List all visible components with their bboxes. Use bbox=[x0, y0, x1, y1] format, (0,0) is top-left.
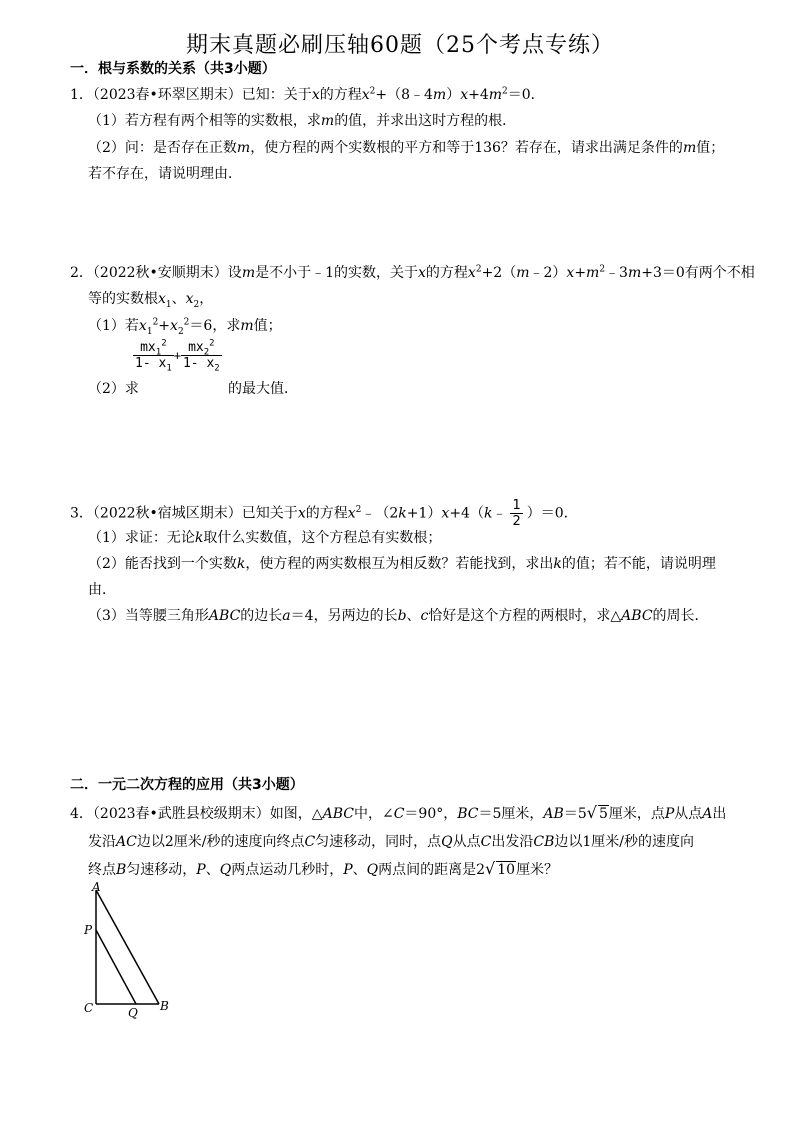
section-heading-2: 二．一元二次方程的应用（共3小题） bbox=[70, 777, 304, 793]
question-1-part-2-cont: 若不存在，请说明理由． bbox=[88, 166, 242, 182]
fraction-2: $\frac{mx_2^2}{1- x_2}$ bbox=[182, 338, 220, 374]
question-3-part-1: （1）求证：无论k取什么实数值，这个方程总有实数根； bbox=[88, 530, 442, 546]
fraction-one-half: $\frac{1}{2}$ bbox=[512, 498, 521, 529]
section-heading-1: 一．根与系数的关系（共3小题） bbox=[70, 61, 276, 77]
sqrt-symbol-2: √ bbox=[485, 859, 496, 878]
question-2-part-2-end: 的最大值． bbox=[228, 381, 298, 397]
segment-PQ bbox=[96, 930, 136, 1004]
question-3-line-1: 3．（2022秋•宿城区期末）已知关于x的方程$x^2﹣(2k+1)x+4(k﹣$ $\frac{1}{2}$ ）＝0． bbox=[70, 498, 578, 529]
label-B: B bbox=[160, 999, 169, 1013]
question-2-line-2: 等的实数根$x_1$、$x_2$， bbox=[88, 291, 214, 310]
label-C: C bbox=[84, 1001, 94, 1015]
question-2-part-1: （1）若$x_1^2+x_2^2=6$，求m值； bbox=[88, 317, 282, 337]
question-3-part-3: （3）当等腰三角形ABC的边长a＝4，另两边的长b、c恰好是这个方程的两根时，求△ABC的周长． bbox=[88, 608, 709, 624]
question-3-part-2: （2）能否找到一个实数k，使方程的两实数根互为相反数？若能找到，求出k的值；若不能，请说明理 bbox=[88, 556, 716, 572]
question-4-line-1: 4．（2023春•武胜县校级期末）如图，△ABC中，∠C＝90°，BC＝5厘米，AB＝5√ 5厘米，点P从点A出 bbox=[70, 803, 727, 822]
question-1-part-2: （2）问：是否存在正数m，使方程的两个实数根的平方和等于136？若存在，请求出满足条件的m值； bbox=[88, 140, 725, 156]
fraction-1: $\frac{mx_1^2}{1- x_1}$ bbox=[135, 338, 172, 374]
question-1-line-1: 1．（2023春•环翠区期末）已知：关于x的方程$x^2+(8﹣4m)x+4m^2=0$． bbox=[70, 86, 545, 103]
question-2-line-1: 2．（2022秋•安顺期末）设m是不小于﹣1的实数，关于x的方程$x^2+2(m﹣2)x+m^2﹣3m+3=0$有两个不相 bbox=[70, 264, 755, 281]
question-2-fraction-expression: $\frac{mx_1^2}{1- x_1}$ + $\frac{mx_2^2}{1- x_2}$ bbox=[135, 338, 220, 374]
label-A: A bbox=[92, 880, 101, 894]
question-2-part-2-label: （2）求 bbox=[88, 381, 139, 397]
page-title: 期末真题必刷压轴60题（25个考点专练） bbox=[186, 33, 614, 58]
question-3-part-2-cont: 由． bbox=[88, 582, 116, 598]
sqrt-symbol: √ bbox=[586, 803, 597, 822]
label-Q: Q bbox=[128, 1006, 138, 1020]
label-P: P bbox=[84, 923, 93, 937]
question-4-line-3: 终点B匀速移动，P、Q两点运动几秒时，P、Q两点间的距离是2√ 10厘米？ bbox=[88, 859, 559, 878]
question-4-line-2: 发沿AC边以2厘米/秒的速度向终点C匀速移动，同时，点Q从点C出发沿CB边以1厘米/秒的速度向 bbox=[88, 834, 694, 850]
question-1-part-1: （1）若方程有两个相等的实数根，求m的值，并求出这时方程的根． bbox=[88, 113, 517, 129]
triangle-figure bbox=[78, 880, 188, 1020]
